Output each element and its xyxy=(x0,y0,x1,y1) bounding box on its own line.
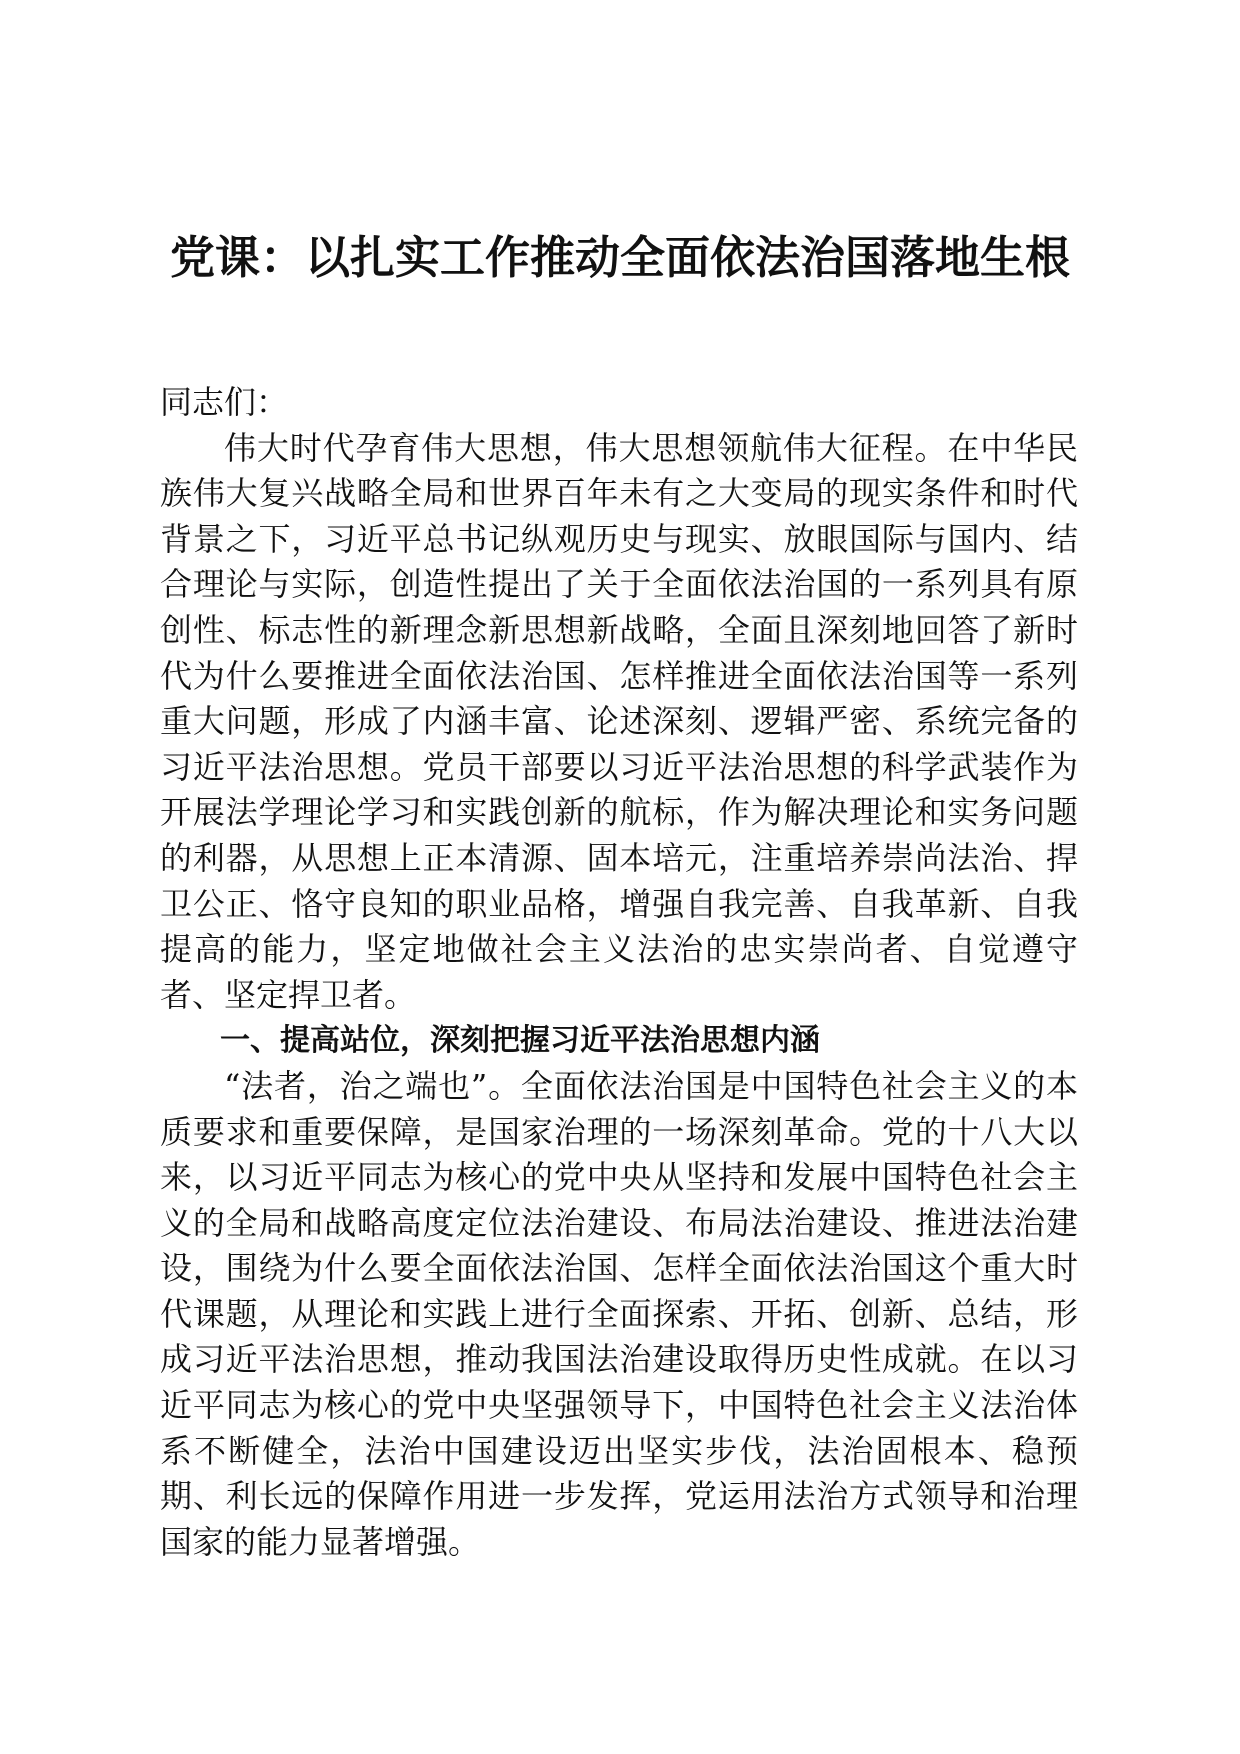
salutation: 同志们： xyxy=(160,383,289,421)
document-title: 党课：以扎实工作推动全面依法治国落地生根 xyxy=(169,231,1070,284)
document-body xyxy=(160,380,1078,1565)
intro-paragraph: 伟大时代孕育伟大思想，伟大思想领航伟大征程。在中华民族伟大复兴战略全局和世界百年未有之大变局的现实条件和时代背景之下，习近平总书记纵观历史与现实、放眼国际与国内、结合理论与实际，创造性提出了关于全面依法治国的一系列具有原创性、标志性的新理念新思想新战略，全面且深刻地回答了新时代为什么要推进全面依法治国、怎样推进全面依法治国等一系列重大问题，形成了内涵丰富、论述深刻、逻辑严密、系统完备的习近平法治思想。党员干部要以习近平法治思想的科学武装作为开展法学理论学习和实践创新的航标，作为解决理论和实务问题的利器，从思想上正本清源、固本培元，注重培养崇尚法治、捍卫公正、恪守良知的职业品格，增强自我完善、自我革新、自我提高的能力，坚定地做社会主义法治的忠实崇尚者、自觉遵守者、坚定捍卫者。 xyxy=(160,428,1078,1014)
section-heading: 一、提高站位，深刻把握习近平法治思想内涵 xyxy=(220,1023,820,1059)
section-paragraph: “法者，治之端也”。全面依法治国是中国特色社会主义的本质要求和重要保障，是国家治理的一场深刻革命。党的十八大以来，以习近平同志为核心的党中央从坚持和发展中国特色社会主义的全局和战略高度定位法治建设、布局法治建设、推进法治建设，围绕为什么要全面依法治国、怎样全面依法治国这个重大时代课题，从理论和实践上进行全面探索、开拓、创新、总结，形成习近平法治思想，推动我国法治建设取得历史性成就。在以习近平同志为核心的党中央坚强领导下，中国特色社会主义法治体系不断健全，法治中国建设迈出坚实步伐，法治固根本、稳预期、利长远的保障作用进一步发挥，党运用法治方式领导和治理国家的能力显著增强。 xyxy=(160,1066,1078,1561)
